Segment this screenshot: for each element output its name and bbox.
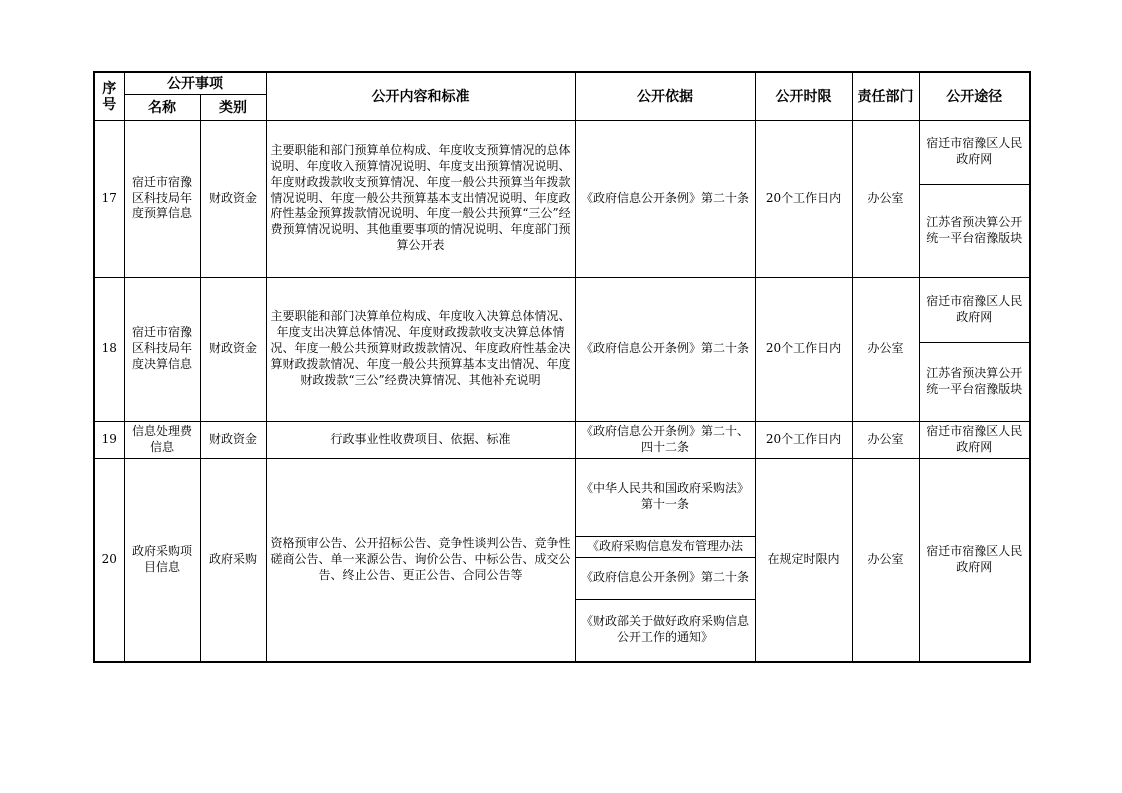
header-category: 类别 bbox=[200, 94, 266, 120]
cell-time-limit: 在规定时限内 bbox=[755, 458, 852, 662]
cell-basis: 《中华人民共和国政府采购法》第十一条 bbox=[575, 458, 755, 536]
cell-basis: 《财政部关于做好政府采购信息公开工作的通知》 bbox=[575, 599, 755, 662]
header-row-1 bbox=[94, 72, 1030, 94]
header-channel: 公开途径 bbox=[919, 72, 1030, 120]
table-row-18 bbox=[94, 277, 1030, 342]
cell-channel: 宿迁市宿豫区人民政府网 bbox=[919, 120, 1030, 184]
cell-department: 办公室 bbox=[852, 458, 919, 662]
header-item: 公开事项 bbox=[124, 72, 266, 94]
table-row-17 bbox=[94, 120, 1030, 184]
header-basis: 公开依据 bbox=[575, 72, 755, 120]
cell-department: 办公室 bbox=[852, 277, 919, 421]
cell-time-limit: 20个工作日内 bbox=[755, 277, 852, 421]
cell-category: 财政资金 bbox=[200, 120, 266, 277]
cell-no: 19 bbox=[94, 421, 124, 458]
cell-department: 办公室 bbox=[852, 120, 919, 277]
disclosure-table bbox=[93, 71, 1031, 663]
cell-channel: 宿迁市宿豫区人民政府网 bbox=[919, 277, 1030, 342]
cell-content: 主要职能和部门预算单位构成、年度收支预算情况的总体说明、年度收入预算情况说明、年度支出预算情况说明、年度财政拨款收支预算情况、年度一般公共预算当年拨款情况说明、年度一般公共预算基本支出情况说明、年度政府性基金预算拨款情况说明、年度一般公共预算“三公”经费预算情况说明、其他重要事项的情况说明、年度部门预算公开表 bbox=[266, 120, 575, 277]
cell-basis: 《政府采购信息发布管理办法 bbox=[575, 536, 755, 557]
cell-time-limit: 20个工作日内 bbox=[755, 421, 852, 458]
cell-no: 18 bbox=[94, 277, 124, 421]
header-department: 责任部门 bbox=[852, 72, 919, 120]
cell-department: 办公室 bbox=[852, 421, 919, 458]
cell-name: 宿迁市宿豫区科技局年度预算信息 bbox=[124, 120, 200, 277]
cell-basis: 《政府信息公开条例》第二十条 bbox=[575, 557, 755, 599]
table-row-20 bbox=[94, 458, 1030, 536]
cell-name: 政府采购项目信息 bbox=[124, 458, 200, 662]
header-no: 序号 bbox=[94, 72, 124, 120]
cell-no: 17 bbox=[94, 120, 124, 277]
header-content: 公开内容和标准 bbox=[266, 72, 575, 120]
table-body bbox=[94, 120, 1030, 662]
cell-channel: 宿迁市宿豫区人民政府网 bbox=[919, 421, 1030, 458]
cell-content: 主要职能和部门决算单位构成、年度收入决算总体情况、年度支出决算总体情况、年度财政拨款收支决算总体情况、年度一般公共预算财政拨款情况、年度政府性基金决算财政拨款情况、年度一般公共预算基本支出情况、年度财政拨款“三公”经费决算情况、其他补充说明 bbox=[266, 277, 575, 421]
table-row-19 bbox=[94, 421, 1030, 458]
header-name: 名称 bbox=[124, 94, 200, 120]
header-time-limit: 公开时限 bbox=[755, 72, 852, 120]
cell-basis: 《政府信息公开条例》第二十条 bbox=[575, 120, 755, 277]
cell-basis: 《政府信息公开条例》第二十、四十二条 bbox=[575, 421, 755, 458]
cell-channel: 江苏省预决算公开统一平台宿豫版块 bbox=[919, 184, 1030, 277]
cell-channel: 宿迁市宿豫区人民政府网 bbox=[919, 458, 1030, 662]
cell-category: 财政资金 bbox=[200, 277, 266, 421]
cell-basis: 《政府信息公开条例》第二十条 bbox=[575, 277, 755, 421]
cell-category: 财政资金 bbox=[200, 421, 266, 458]
cell-content: 行政事业性收费项目、依据、标准 bbox=[266, 421, 575, 458]
cell-name: 宿迁市宿豫区科技局年度决算信息 bbox=[124, 277, 200, 421]
table-header bbox=[94, 72, 1030, 120]
cell-name: 信息处理费信息 bbox=[124, 421, 200, 458]
cell-time-limit: 20个工作日内 bbox=[755, 120, 852, 277]
cell-content: 资格预审公告、公开招标公告、竞争性谈判公告、竞争性磋商公告、单一来源公告、询价公告、中标公告、成交公告、终止公告、更正公告、合同公告等 bbox=[266, 458, 575, 662]
cell-no: 20 bbox=[94, 458, 124, 662]
cell-category: 政府采购 bbox=[200, 458, 266, 662]
cell-channel: 江苏省预决算公开统一平台宿豫版块 bbox=[919, 342, 1030, 421]
